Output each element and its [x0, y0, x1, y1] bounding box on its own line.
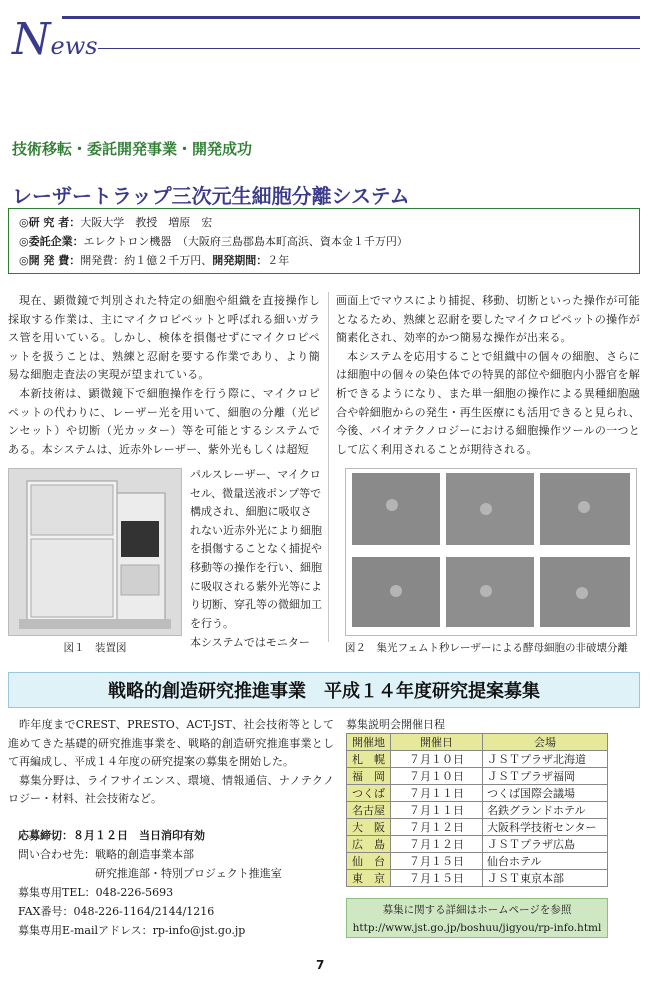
website-label: 募集に関する詳細はホームページを参照 — [382, 904, 572, 916]
paragraph: 画面上でマウスにより捕捉、移動、切断といった操作が可能となるため、熟練と忍耐を要したマイクロピペットの操作が簡素化され、効率的かつ簡易な操作が出来る。 — [336, 294, 640, 345]
table-cell: 名古屋 — [347, 802, 391, 819]
table-cell: つくば国際会議場 — [483, 785, 608, 802]
device-illustration — [9, 469, 181, 635]
table-cell: 大 阪 — [347, 819, 391, 836]
table-cell: ７月１０日 — [391, 751, 483, 768]
table-cell: 大阪科学技術センター — [483, 819, 608, 836]
table-header: 開催日 — [391, 734, 483, 751]
info-researcher: ◎研 究 者：大阪大学 教授 増原 宏 — [19, 216, 213, 229]
contact-fax: FAX番号：048-226-1164/2144/1216 — [18, 905, 215, 918]
table-cell: ７月１１日 — [391, 802, 483, 819]
figure-2-caption: 図２ 集光フェムト秒レーザーによる酵母細胞の非破壊分離 — [345, 642, 628, 654]
schedule-title: 募集説明会開催日程 — [346, 718, 445, 731]
news-logo: News — [12, 14, 98, 65]
table-row — [347, 819, 608, 836]
info-cost: ◎開 発 費：開発費：約１億２千万円、開発期間：２年 — [19, 254, 290, 267]
paragraph: 本新技術は、顕微鏡下で細胞操作を行う際に、マイクロピペットの代わりに、レーザー光を用いて、細胞の分離（光ピンセット）や切断（光カッター）等を可能とするシステムである。本システムは、近赤外レーザー、紫外光もしくは超短 — [8, 386, 320, 456]
article-category: 技術移転・委託開発事業・開発成功 — [12, 140, 253, 158]
paragraph: 昨年度までCREST、PRESTO、ACT-JST、社会技術等として進めてきた基礎的研究推進事業を、戦略的創造研究推進事業として再編成し、平成１４年度の研究提案の募集を開始した。 — [8, 718, 334, 769]
table-cell: 仙台ホテル — [483, 853, 608, 870]
table-cell: つくば — [347, 785, 391, 802]
page-number: 7 — [316, 958, 325, 972]
table-cell: ＪＳＴプラザ福岡 — [483, 768, 608, 785]
website-info-box — [346, 898, 608, 938]
table-header: 会場 — [483, 734, 608, 751]
paragraph: 本システムを応用することで組織中の個々の細胞、さらには細胞中の個々の染色体での特異的部位や細胞内小器官を解析できるようになり、また単一細胞の操作による異種細胞融合や幹細胞からの発生・再生医療にも活用できると見られ、今後、バイオテクノロジーにおける細胞操作ツールの一つとして広く利用されることが期待される。 — [336, 349, 640, 456]
deadline: 応募締切：８月１２日 当日消印有効 — [18, 829, 205, 842]
table-cell: 東 京 — [347, 870, 391, 887]
table-cell: ７月１２日 — [391, 819, 483, 836]
table-row — [347, 870, 608, 887]
website-url-link[interactable]: http://www.jst.go.jp/boshuu/jigyou/rp-info.html — [352, 922, 602, 934]
table-row — [347, 751, 608, 768]
table-cell: ７月１５日 — [391, 853, 483, 870]
contact-email: 募集専用E-mailアドレス：rp-info@jst.go.jp — [18, 924, 246, 937]
table-cell: 広 島 — [347, 836, 391, 853]
masthead-rule — [62, 16, 640, 19]
table-cell: ＪＳＴ東京本部 — [483, 870, 608, 887]
schedule-table — [346, 733, 608, 887]
figure-1-caption: 図１ 装置図 — [63, 642, 127, 654]
table-row — [347, 768, 608, 785]
figure-2-cell-images — [345, 468, 637, 636]
table-row — [347, 836, 608, 853]
table-cell: ＪＳＴプラザ北海道 — [483, 751, 608, 768]
contact-line: 研究推進部・特別プロジェクト推進室 — [95, 867, 282, 880]
table-cell: ７月１０日 — [391, 768, 483, 785]
table-cell: ７月１２日 — [391, 836, 483, 853]
table-header: 開催地 — [347, 734, 391, 751]
cell-image-grid — [346, 469, 636, 635]
table-cell: 仙 台 — [347, 853, 391, 870]
article-title: レーザートラップ三次元生細胞分離システム — [12, 184, 410, 208]
info-company: ◎委託企業：エレクトロン機器 （大阪府三島郡島本町高浜、資本金１千万円） — [19, 235, 408, 248]
table-cell: 名鉄グランドホテル — [483, 802, 608, 819]
table-cell: ７月１５日 — [391, 870, 483, 887]
column-divider — [328, 292, 329, 642]
figure-wrap-text-tail: 本システムではモニター — [190, 636, 310, 649]
table-cell: 福 岡 — [347, 768, 391, 785]
table-cell: ＪＳＴプラザ広島 — [483, 836, 608, 853]
table-row — [347, 785, 608, 802]
figure-wrap-text: パルスレーザー、マイクロセル、微量送液ポンプ等で構成され、細胞に吸収されない近赤外光により細胞を損傷することなく捕捉や移動等の操作を行い、細胞に吸収される紫外光等により切断、穿孔等の微細加工を行う。 — [190, 468, 322, 630]
table-cell: ７月１１日 — [391, 785, 483, 802]
figure-1-device-photo — [8, 468, 182, 636]
table-row — [347, 802, 608, 819]
article-column-1 — [8, 292, 320, 459]
masthead-rule-thin — [98, 48, 640, 49]
table-cell: 札 幌 — [347, 751, 391, 768]
masthead — [0, 0, 650, 70]
table-row — [347, 853, 608, 870]
paragraph: 現在、顕微鏡で判別された特定の細胞や組織を直接操作し採取する作業は、主にマイクロピペットと呼ばれる細いガラス管を用いている。しかし、検体を損傷せずにマイクロピペットを扱うことは、熟練と忍耐を要する作業であり、より簡易な細胞走査法の実現が望まれている。 — [8, 294, 320, 382]
paragraph: 募集分野は、ライフサイエンス、環境、情報通信、ナノテクノロジー・材料、社会技術など。 — [8, 773, 334, 806]
table-header-row — [347, 734, 608, 751]
recruitment-title: 戦略的創造研究推進事業 平成１４年度研究提案募集 — [108, 681, 540, 702]
contact-info — [18, 826, 338, 940]
recruitment-banner — [8, 672, 640, 708]
project-info-box — [8, 208, 640, 274]
article-column-2 — [336, 292, 640, 459]
contact-line: 問い合わせ先：戦略的創造事業本部 — [18, 848, 194, 861]
recruitment-body — [8, 716, 334, 809]
contact-tel: 募集専用TEL：048-226-5693 — [18, 886, 174, 899]
